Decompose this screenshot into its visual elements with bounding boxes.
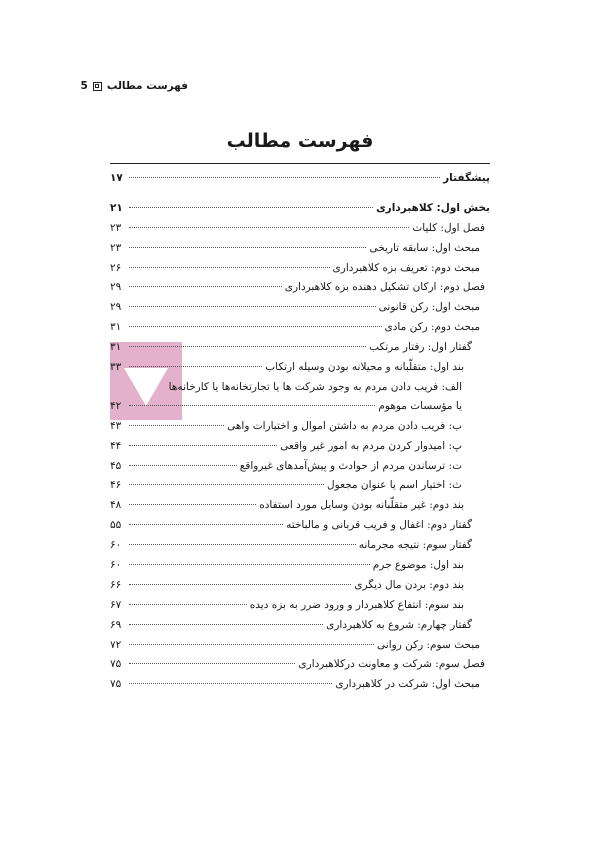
toc-entry xyxy=(110,658,490,678)
toc-entry-page: ۴۴ xyxy=(110,439,122,452)
toc-entry-page: ۶۶ xyxy=(110,578,122,591)
toc-dot-leader xyxy=(129,484,324,485)
toc-entry xyxy=(110,440,490,460)
toc-entry xyxy=(110,460,490,480)
box-ornament-icon xyxy=(93,82,102,91)
toc-entry-title: مبحث دوم: رکن مادی xyxy=(384,321,480,334)
toc-entry xyxy=(110,202,490,222)
toc-entry xyxy=(110,321,490,341)
toc-entry-page: ۴۲ xyxy=(110,399,122,412)
toc-dot-leader xyxy=(129,584,351,585)
toc-entry-title: مبحث اول: سابقه تاریخی xyxy=(369,241,480,254)
toc-entry-page: ۲۳ xyxy=(110,241,122,254)
toc-dot-leader xyxy=(129,227,409,228)
toc-entry-page: ۴۸ xyxy=(110,499,122,512)
toc-entry-page: ۷۲ xyxy=(110,638,122,651)
toc-dot-leader xyxy=(129,247,366,248)
toc-entry-title: ب: فریب دادن مردم به داشتن اموال و اختیارات واهی xyxy=(227,419,462,432)
toc-entry-page: ۴۵ xyxy=(110,459,122,472)
running-head-label: فهرست مطالب xyxy=(106,80,188,92)
toc-dot-leader xyxy=(129,405,375,406)
toc-dot-leader xyxy=(129,366,262,367)
toc-entry-page: ۵۵ xyxy=(110,519,122,532)
toc-dot-leader xyxy=(129,346,366,347)
toc-entry-title: گفتار سوم: نتیجه مجرمانه xyxy=(358,539,472,552)
toc-entry-page: ۳۱ xyxy=(110,321,122,334)
table-of-contents xyxy=(110,172,490,698)
toc-entry-title: فصل دوم: ارکان تشکیل دهنده بزه کلاهبرداری xyxy=(284,281,485,294)
toc-entry xyxy=(110,559,490,579)
toc-entry-page: ۲۶ xyxy=(110,261,122,274)
toc-entry xyxy=(110,301,490,321)
toc-entry-page: ۴۳ xyxy=(110,419,122,432)
toc-entry-title: بند اول: موضوع جرم xyxy=(372,559,464,572)
toc-entry-title: بند سوم: انتفاع کلاهبردار و ورود ضرر به بزه دیده xyxy=(249,598,464,611)
toc-entry-page: ۲۹ xyxy=(110,281,122,294)
toc-dot-leader xyxy=(129,624,323,625)
toc-entry-title: بخش اول: کلاهبرداری xyxy=(376,201,490,214)
page-title: فهرست مطالب xyxy=(226,130,374,152)
toc-entry-title: فصل اول: کلیات xyxy=(412,221,485,234)
title-rule xyxy=(110,163,490,164)
toc-dot-leader xyxy=(129,564,370,565)
toc-entry xyxy=(110,222,490,242)
toc-dot-leader xyxy=(129,683,332,684)
toc-entry xyxy=(110,172,490,192)
toc-entry-title: پیشگفتار xyxy=(443,172,490,184)
toc-dot-leader xyxy=(129,544,356,545)
toc-dot-leader xyxy=(129,306,376,307)
toc-entry-page: ۶۹ xyxy=(110,618,122,631)
toc-entry-title: بند اول: متقلّبانه و محیلانه بودن وسیله ارتکاب xyxy=(265,361,464,374)
toc-entry xyxy=(110,678,490,698)
toc-entry xyxy=(110,619,490,639)
toc-dot-leader xyxy=(129,465,237,466)
toc-entry xyxy=(110,281,490,301)
toc-entry-title: ت: ترساندن مردم از حوادث و پیش‌آمدهای غیرواقع xyxy=(239,459,462,472)
toc-entry-page: ۳۳ xyxy=(110,361,122,374)
toc-entry-title: بند دوم: بردن مال دیگری xyxy=(354,578,464,591)
toc-entry-title: ث: اختیار اسم یا عنوان مجعول xyxy=(327,479,462,492)
toc-entry-page: ۴۶ xyxy=(110,479,122,492)
toc-entry xyxy=(110,341,490,361)
toc-entry-title: گفتار چهارم: شروع به کلاهبرداری xyxy=(326,618,472,631)
toc-entry-page: ۶۰ xyxy=(110,539,122,552)
toc-entry-title: گفتار اول: رفتار مرتکب xyxy=(369,341,472,354)
toc-entry xyxy=(110,242,490,262)
toc-entry xyxy=(110,539,490,559)
toc-entry-title: گفتار دوم: اغفال و فریب قربانی و مالباخته xyxy=(286,519,472,532)
toc-entry xyxy=(110,639,490,659)
toc-entry xyxy=(110,579,490,599)
toc-dot-leader xyxy=(129,286,282,287)
toc-entry-title: پ: امیدوار کردن مردم به امور غیر واقعی xyxy=(280,439,462,452)
toc-dot-leader xyxy=(129,445,277,446)
toc-entry-title: مبحث اول: شرکت در کلاهبرداری xyxy=(335,678,480,691)
toc-entry xyxy=(110,479,490,499)
toc-entry-page: ۶۰ xyxy=(110,559,122,572)
toc-entry-page: ۱۷ xyxy=(110,172,123,184)
toc-entry-title: فصل سوم: شرکت و معاونت درکلاهبرداری xyxy=(298,658,485,671)
toc-entry xyxy=(110,599,490,619)
toc-dot-leader xyxy=(129,663,295,664)
toc-dot-leader xyxy=(129,504,256,505)
toc-entry-title: الف: فریب دادن مردم به وجود شرکت ها یا تجارتخانه‌ها یا کارخانه‌ها xyxy=(168,380,462,393)
toc-entry-page: ۲۳ xyxy=(110,221,122,234)
toc-dot-leader xyxy=(129,644,374,645)
toc-entry-title: یا مؤسسات موهوم xyxy=(378,399,462,412)
toc-entry xyxy=(110,420,490,440)
toc-entry-page: ۷۵ xyxy=(110,658,122,671)
toc-dot-leader xyxy=(129,207,373,208)
running-head xyxy=(0,80,600,92)
toc-entry-page: ۷۵ xyxy=(110,678,122,691)
toc-dot-leader xyxy=(129,326,382,327)
toc-entry-title: مبحث اول: رکن قانونی xyxy=(378,301,480,314)
running-head-page-number: 5 xyxy=(80,80,88,92)
toc-dot-leader xyxy=(129,267,330,268)
toc-entry xyxy=(110,499,490,519)
toc-entry xyxy=(110,381,490,400)
toc-dot-leader xyxy=(129,524,283,525)
toc-entry xyxy=(110,400,490,420)
toc-entry-page: ۲۱ xyxy=(110,201,123,214)
toc-entry-page: ۲۹ xyxy=(110,301,122,314)
toc-entry-title: بند دوم: غیر متقلّبانه بودن وسایل مورد استفاده xyxy=(259,499,464,512)
toc-entry xyxy=(110,519,490,539)
toc-dot-leader xyxy=(129,177,440,178)
toc-dot-leader xyxy=(129,425,224,426)
toc-dot-leader xyxy=(129,604,247,605)
toc-entry-page: ۳۱ xyxy=(110,341,122,354)
toc-entry xyxy=(110,262,490,282)
toc-entry-title: مبحث دوم: تعریف بزه کلاهبرداری xyxy=(332,261,480,274)
toc-entry xyxy=(110,361,490,381)
toc-entry-title: مبحث سوم: رکن روانی xyxy=(377,638,480,651)
toc-entry-page: ۶۷ xyxy=(110,598,122,611)
